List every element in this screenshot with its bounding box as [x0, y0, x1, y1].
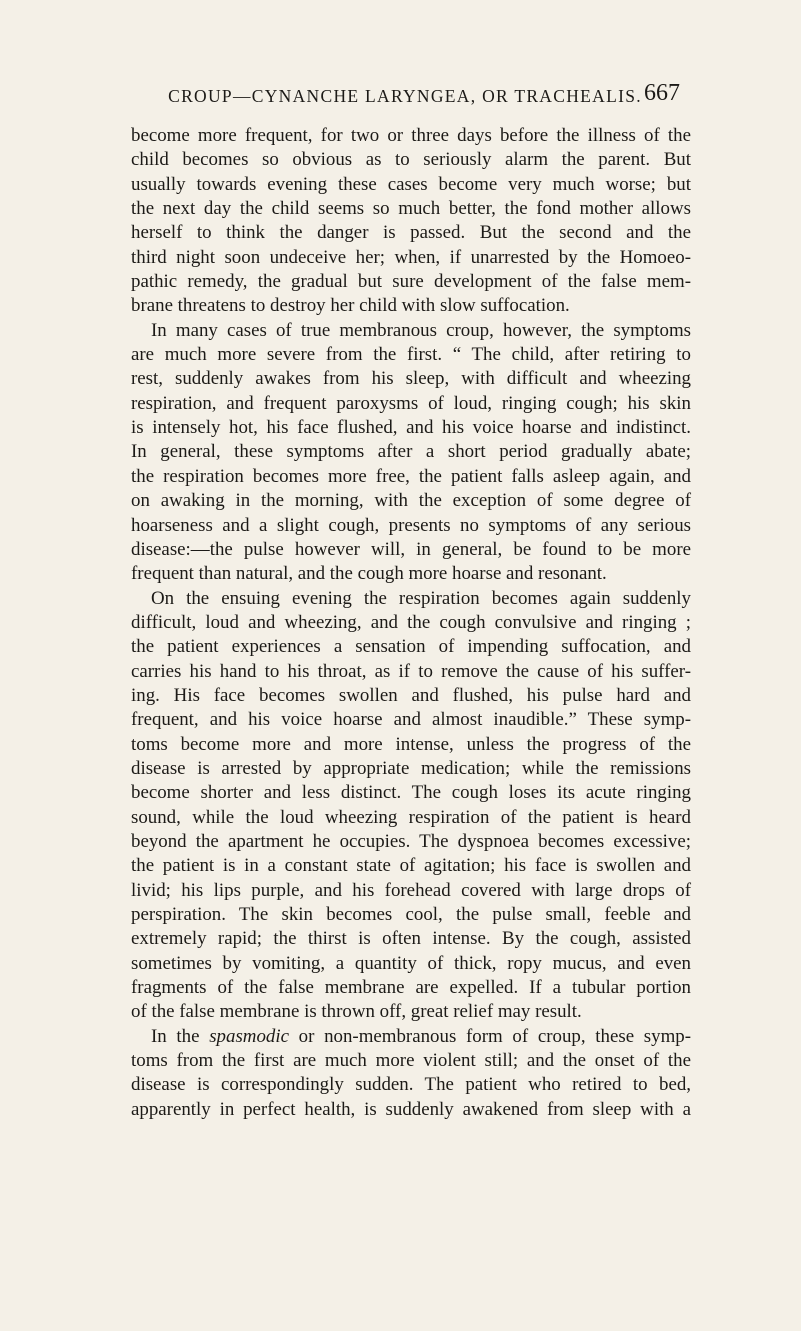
text-line: child becomes so obvious as to seriously alarm the parent. But	[131, 149, 691, 171]
text-line: become more frequent, for two or three days before the illness of the	[131, 125, 691, 146]
text-line: toms from the first are much more violent still; and the onset of the	[131, 1050, 691, 1072]
text-line: disease is arrested by appropriate medication; while the remissions	[131, 757, 691, 779]
text-line: of the false membrane is thrown off, great relief may result.	[131, 1001, 582, 1023]
text-line: In general, these symptoms after a short period gradually abate;	[131, 441, 691, 463]
running-title: CROUP—CYNANCHE LARYNGEA, OR TRACHEALIS.	[168, 86, 642, 106]
text-line: the respiration becomes more free, the patient falls asleep again, and	[131, 465, 691, 487]
text-line: difficult, loud and wheezing, and the cough convulsive and ringing ;	[131, 611, 691, 633]
text-line: toms become more and more intense, unless the progress of the	[131, 733, 691, 755]
text-line: fragments of the false membrane are expelled. If a tubular portion	[131, 977, 691, 999]
text-line: the patient experiences a sensation of impending suffocation, and	[131, 636, 691, 658]
text-line: extremely rapid; the thirst is often intense. By the cough, assisted	[131, 928, 691, 950]
text-fragment: or non-membranous form of croup, these symp-	[288, 1025, 691, 1047]
text-line: on awaking in the morning, with the exception of some degree of	[131, 490, 691, 512]
text-line: beyond the apartment he occupies. The dyspnoea becomes excessive;	[131, 830, 691, 852]
text-line: frequent, and his voice hoarse and almost inaudible.” These symp-	[131, 709, 691, 731]
text-line	[131, 1025, 691, 1049]
text-line: carries his hand to his throat, as if to remove the cause of his suffer-	[131, 660, 691, 682]
page-number: 667	[644, 80, 680, 106]
text-line: livid; his lips purple, and his forehead covered with large drops of	[131, 879, 691, 901]
text-line: brane threatens to destroy her child with slow suffocation.	[131, 295, 570, 317]
text-line: hoarseness and a slight cough, presents no symptoms of any serious	[131, 514, 691, 536]
text-line: third night soon undeceive her; when, if unarrested by the Homoeo-	[131, 246, 691, 268]
text-line: sound, while the loud wheezing respiration of the patient is heard	[131, 806, 691, 828]
body-text	[131, 124, 691, 1122]
text-line: ing. His face becomes swollen and flushed, his pulse hard and	[131, 684, 691, 706]
text-fragment: In the	[151, 1025, 210, 1047]
text-line: frequent than natural, and the cough more hoarse and resonant.	[131, 563, 607, 585]
text-line: apparently in perfect health, is suddenly awakened from sleep with a	[131, 1098, 691, 1120]
italic-term: spasmodic	[209, 1025, 289, 1047]
text-line: is intensely hot, his face flushed, and his voice hoarse and indistinct.	[131, 417, 691, 439]
text-line: the next day the child seems so much better, the fond mother allows	[131, 198, 691, 220]
text-line: disease:—the pulse however will, in general, be found to be more	[131, 538, 691, 560]
text-line: herself to think the danger is passed. But the second and the	[131, 222, 691, 244]
text-line: perspiration. The skin becomes cool, the pulse small, feeble and	[131, 904, 691, 925]
text-line: sometimes by vomiting, a quantity of thick, ropy mucus, and even	[131, 952, 691, 974]
text-line: pathic remedy, the gradual but sure development of the false mem-	[131, 271, 691, 293]
text-line: become shorter and less distinct. The cough loses its acute ringing	[131, 782, 691, 804]
text-line: the patient is in a constant state of agitation; his face is swollen and	[131, 855, 691, 877]
text-line: In many cases of true membranous croup, however, the symptoms	[151, 319, 691, 341]
text-line: usually towards evening these cases become very much worse; but	[131, 173, 691, 195]
text-line: On the ensuing evening the respiration becomes again suddenly	[151, 587, 691, 609]
text-line: disease is correspondingly sudden. The patient who retired to bed,	[131, 1074, 691, 1096]
text-line: are much more severe from the first. “ The child, after retiring to	[131, 344, 691, 366]
text-line: rest, suddenly awakes from his sleep, with difficult and wheezing	[131, 368, 691, 390]
text-line: respiration, and frequent paroxysms of loud, ringing cough; his skin	[131, 392, 691, 414]
